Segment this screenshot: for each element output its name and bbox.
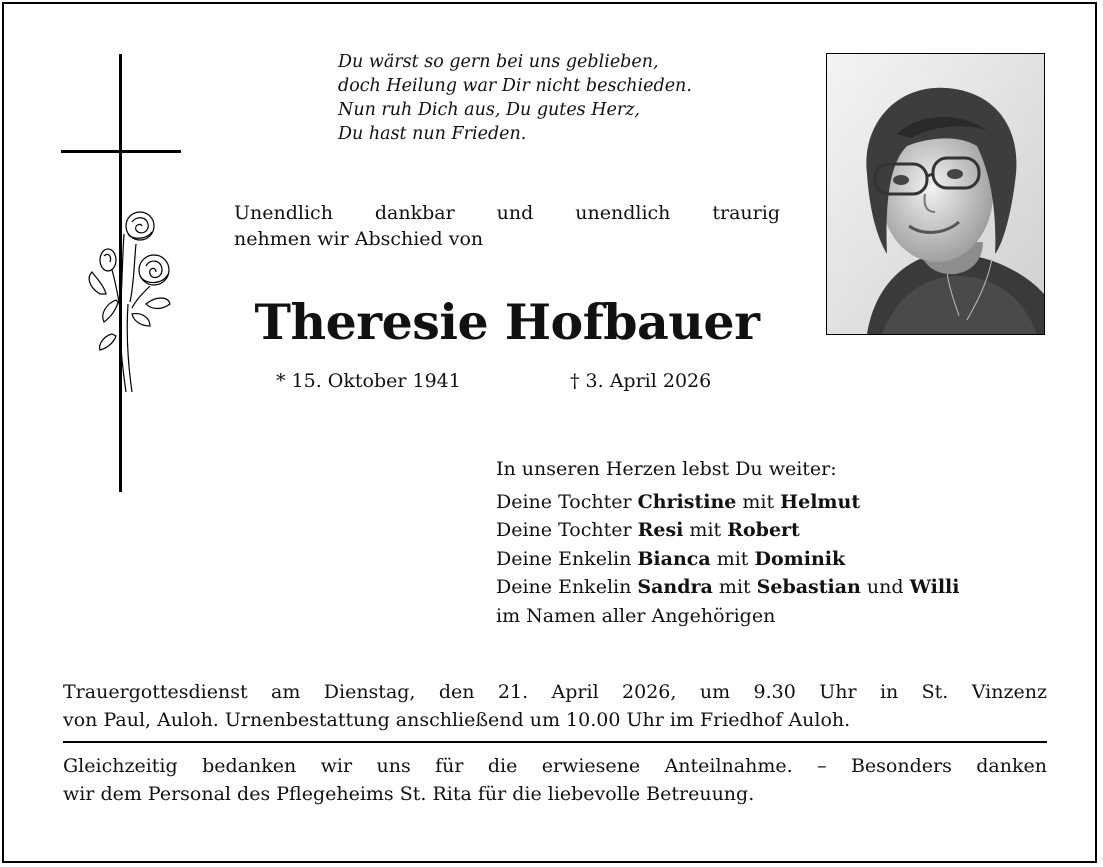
family-list [496,455,1056,630]
family-name: Sandra [637,576,713,598]
family-relation: Deine Enkelin [496,576,638,598]
family-relation: Deine Tochter [496,490,638,513]
family-name: Resi [637,519,684,541]
service-line-1 [63,678,1047,706]
thanks-text [63,752,1047,808]
family-name: Helmut [780,490,861,513]
family-name: Willi [909,576,960,598]
thanks-word: Anteilnahme. [664,755,793,777]
thanks-word: für [435,755,464,777]
service-word: April [551,681,599,703]
family-relation: Deine Tochter [496,519,638,541]
family-closing: im Namen aller Angehörigen [496,604,776,627]
thanks-word: danken [976,755,1047,777]
family-name: Bianca [637,547,711,570]
thanks-word: wir [320,755,353,777]
intro-line-2: nehmen wir Abschied von [234,228,484,250]
family-connector: mit [710,547,755,570]
thanks-word: die [487,755,518,777]
family-name: Robert [727,519,800,541]
thanks-word: Besonders [850,755,952,777]
poem [338,50,798,146]
service-details [63,678,1047,734]
poem-line: Nun ruh Dich aus, Du gutes Herz, [338,100,640,120]
service-word: in [879,681,899,703]
death-date: † 3. April 2026 [570,370,712,392]
roses-icon [76,204,176,394]
service-line-2: von Paul, Auloh. Urnenbestattung anschließend um 10.00 Uhr im Friedhof Auloh. [63,709,851,731]
deceased-name: Theresie Hofbauer [254,293,760,351]
family-connector: mit [683,519,728,541]
thanks-word: uns [376,755,411,777]
family-row [496,516,1056,545]
service-word: Uhr [819,681,857,703]
service-word: 2026, [622,681,677,703]
poem-line: doch Heilung war Dir nicht beschieden. [338,76,692,96]
poem-line: Du wärst so gern bei uns geblieben, [338,52,659,72]
intro-word: traurig [712,202,780,224]
poem-line: Du hast nun Frieden. [338,124,527,144]
service-word: Trauergottesdienst [63,681,248,703]
family-heading: In unseren Herzen lebst Du weiter: [496,458,837,480]
family-connector: und [860,576,910,598]
family-connector: mit [736,490,781,513]
family-row [496,545,1056,574]
service-word: am [271,681,301,703]
thanks-word: bedanken [202,755,297,777]
obituary-notice [2,2,1097,863]
thanks-word: erwiesene [541,755,641,777]
family-row [496,573,1056,602]
thanks-line-2: wir dem Personal des Pflegeheims St. Rita für die liebevolle Betreuung. [63,783,755,805]
family-name: Sebastian [756,576,861,598]
intro-word: und [496,202,534,224]
family-name: Dominik [754,547,846,570]
cross-icon-bar [61,150,181,153]
family-name: Christine [637,490,737,513]
intro-word: Unendlich [234,202,333,224]
family-relation: Deine Enkelin [496,547,638,570]
thanks-line-1 [63,752,1047,780]
service-word: Dienstag, [323,681,416,703]
intro-word: unendlich [575,202,671,224]
thanks-word: Gleichzeitig [63,755,178,777]
family-connector: mit [712,576,757,598]
service-word: den [438,681,475,703]
service-word: 21. [497,681,529,703]
intro-word: dankbar [374,202,455,224]
family-row [496,488,1056,517]
portrait-photo [826,53,1045,335]
service-word: um [699,681,731,703]
thanks-word: – [817,755,827,777]
intro-text [234,200,780,252]
service-word: Vinzenz [971,681,1047,703]
service-word: 9.30 [753,681,796,703]
divider [63,741,1047,743]
service-word: St. [921,681,949,703]
intro-line-1 [234,200,780,226]
birth-date: * 15. Oktober 1941 [276,370,461,392]
